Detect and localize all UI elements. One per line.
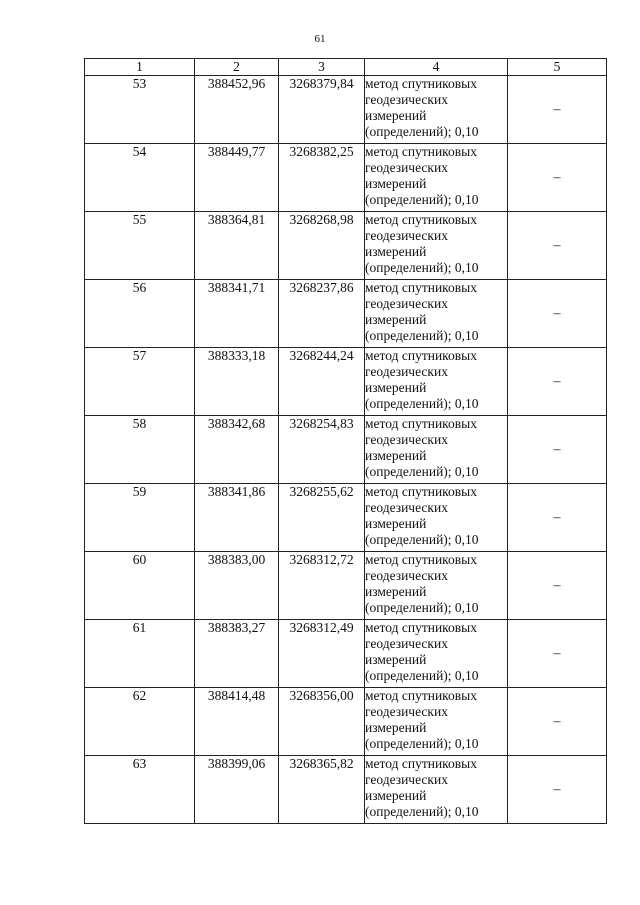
method-line: (определений); 0,10 [365,532,479,547]
method-line: геодезических [365,772,448,787]
x-coordinate-cell: 388342,68 [195,416,279,484]
table-row [85,688,607,756]
method-line: (определений); 0,10 [365,668,479,683]
point-number-cell: 56 [85,280,195,348]
method-line: геодезических [365,364,448,379]
note-cell: – [508,756,607,824]
table-row [85,76,607,144]
y-coordinate-cell: 3268379,84 [279,76,365,144]
method-line: (определений); 0,10 [365,260,479,275]
method-line: геодезических [365,636,448,651]
method-line: (определений); 0,10 [365,600,479,615]
method-line: измерений [365,176,427,191]
note-cell: – [508,552,607,620]
point-number-cell: 55 [85,212,195,280]
method-line: геодезических [365,160,448,175]
method-cell [365,756,508,824]
method-cell [365,416,508,484]
method-cell [365,552,508,620]
method-line: измерений [365,652,427,667]
method-line: измерений [365,448,427,463]
x-coordinate-cell: 388341,86 [195,484,279,552]
table-row [85,756,607,824]
point-number-cell: 53 [85,76,195,144]
method-line: геодезических [365,228,448,243]
y-coordinate-cell: 3268312,72 [279,552,365,620]
note-cell: – [508,280,607,348]
x-coordinate-cell: 388383,00 [195,552,279,620]
method-cell [365,144,508,212]
point-number-cell: 63 [85,756,195,824]
header-col-2: 2 [195,59,279,76]
method-line: геодезических [365,92,448,107]
y-coordinate-cell: 3268268,98 [279,212,365,280]
method-line: (определений); 0,10 [365,328,479,343]
method-cell [365,212,508,280]
x-coordinate-cell: 388449,77 [195,144,279,212]
header-col-1: 1 [85,59,195,76]
point-number-cell: 54 [85,144,195,212]
method-line: (определений); 0,10 [365,736,479,751]
table-row [85,348,607,416]
table-row [85,280,607,348]
table-row [85,212,607,280]
note-cell: – [508,620,607,688]
method-line: геодезических [365,704,448,719]
note-cell: – [508,688,607,756]
method-line: измерений [365,380,427,395]
coordinates-table [84,58,607,824]
method-line: метод спутниковых [365,552,477,567]
method-cell [365,280,508,348]
method-line: измерений [365,108,427,123]
method-cell [365,484,508,552]
note-cell: – [508,76,607,144]
method-line: метод спутниковых [365,212,477,227]
x-coordinate-cell: 388399,06 [195,756,279,824]
x-coordinate-cell: 388341,71 [195,280,279,348]
method-line: метод спутниковых [365,144,477,159]
method-line: измерений [365,788,427,803]
method-cell [365,348,508,416]
header-col-5: 5 [508,59,607,76]
method-line: геодезических [365,432,448,447]
table-row [85,552,607,620]
table-row [85,484,607,552]
method-line: метод спутниковых [365,688,477,703]
method-line: геодезических [365,568,448,583]
method-cell [365,688,508,756]
point-number-cell: 58 [85,416,195,484]
x-coordinate-cell: 388452,96 [195,76,279,144]
note-cell: – [508,144,607,212]
table-row [85,416,607,484]
method-line: (определений); 0,10 [365,464,479,479]
method-line: измерений [365,312,427,327]
method-line: метод спутниковых [365,484,477,499]
header-col-4: 4 [365,59,508,76]
method-line: метод спутниковых [365,756,477,771]
header-col-3: 3 [279,59,365,76]
method-line: (определений); 0,10 [365,396,479,411]
point-number-cell: 57 [85,348,195,416]
method-line: измерений [365,516,427,531]
table-row [85,144,607,212]
note-cell: – [508,212,607,280]
y-coordinate-cell: 3268365,82 [279,756,365,824]
note-cell: – [508,416,607,484]
y-coordinate-cell: 3268382,25 [279,144,365,212]
point-number-cell: 61 [85,620,195,688]
method-line: измерений [365,720,427,735]
method-line: (определений); 0,10 [365,192,479,207]
method-line: метод спутниковых [365,348,477,363]
x-coordinate-cell: 388333,18 [195,348,279,416]
method-cell [365,620,508,688]
y-coordinate-cell: 3268254,83 [279,416,365,484]
page-number: 61 [314,33,326,45]
method-line: измерений [365,244,427,259]
method-line: метод спутниковых [365,280,477,295]
point-number-cell: 60 [85,552,195,620]
method-line: метод спутниковых [365,416,477,431]
y-coordinate-cell: 3268237,86 [279,280,365,348]
method-cell [365,76,508,144]
table-row [85,620,607,688]
method-line: (определений); 0,10 [365,804,479,819]
x-coordinate-cell: 388383,27 [195,620,279,688]
y-coordinate-cell: 3268244,24 [279,348,365,416]
point-number-cell: 62 [85,688,195,756]
y-coordinate-cell: 3268255,62 [279,484,365,552]
point-number-cell: 59 [85,484,195,552]
method-line: (определений); 0,10 [365,124,479,139]
y-coordinate-cell: 3268356,00 [279,688,365,756]
note-cell: – [508,348,607,416]
method-line: геодезических [365,500,448,515]
method-line: измерений [365,584,427,599]
x-coordinate-cell: 388364,81 [195,212,279,280]
method-line: метод спутниковых [365,76,477,91]
method-line: метод спутниковых [365,620,477,635]
x-coordinate-cell: 388414,48 [195,688,279,756]
table-header-row [85,59,607,76]
y-coordinate-cell: 3268312,49 [279,620,365,688]
method-line: геодезических [365,296,448,311]
note-cell: – [508,484,607,552]
table-body [85,76,607,824]
